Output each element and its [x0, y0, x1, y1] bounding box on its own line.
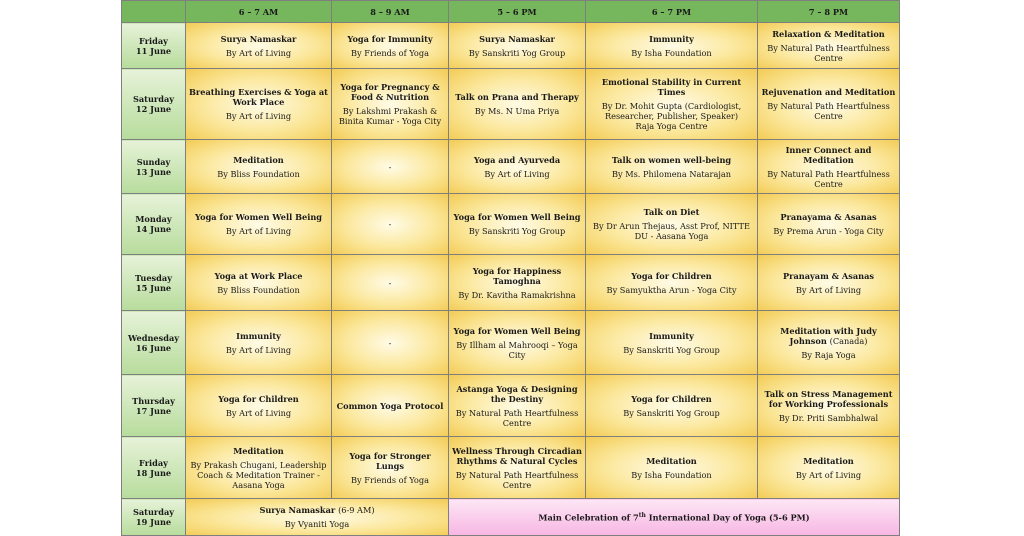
session-cell: [332, 140, 449, 194]
session-by: By Natural Path Heartfulness Centre: [455, 469, 579, 490]
day-date: 14 June: [135, 224, 172, 234]
session-by: By Art of Living: [225, 344, 292, 355]
session-cell: [186, 311, 332, 375]
session-by: By Ms. Philomena Natarajan: [611, 168, 732, 179]
session-title: Meditation: [233, 154, 284, 165]
celebration-text: Main Celebration of 7: [538, 512, 639, 523]
session-by: By Dr Arun Thejaus, Asst Prof, NITTE DU - Aasana Yoga: [593, 221, 750, 241]
session-title: Astanga Yoga & Designing the Destiny: [456, 383, 578, 404]
session-cell: [186, 194, 332, 255]
session-by: By Art of Living: [225, 226, 292, 236]
session-cell: [332, 69, 449, 140]
session-by: By Bliss Foundation: [217, 284, 300, 295]
session-title: Wellness Through Circadian Rhythms & Natural Cycles: [452, 445, 582, 466]
session-cell: [758, 311, 900, 375]
session-by: By Natural Path Heartfulness Centre: [767, 42, 890, 63]
session-by: By Isha Foundation: [631, 469, 712, 480]
corner-cell: [122, 1, 186, 23]
session-by: By Sanskriti Yog Group: [623, 344, 720, 355]
day-cell: [122, 499, 186, 536]
day-cell: [122, 437, 186, 499]
session-by: By Friends of Yoga: [351, 474, 429, 485]
day-cell: [122, 255, 186, 311]
day-name: Saturday: [132, 507, 175, 517]
session-cell: [186, 437, 332, 499]
session-cell: [758, 375, 900, 437]
session-title: Pranayama & Asanas: [780, 212, 877, 222]
session-title: Talk on women well-being: [611, 154, 732, 165]
day-date: 17 June: [135, 405, 172, 416]
session-by: By Bliss Foundation: [217, 168, 300, 179]
time-header: 8 – 9 AM: [332, 1, 449, 23]
session-cell: [449, 311, 586, 375]
time-header: 6 – 7 AM: [186, 1, 332, 23]
session-cell: [758, 194, 900, 255]
schedule-row: [122, 311, 900, 375]
session-cell: [332, 437, 449, 499]
day-name: Friday: [139, 35, 168, 46]
session-title: Yoga for Pregnancy & Food & Nutrition: [340, 82, 440, 102]
session-empty: -: [388, 161, 392, 172]
schedule-row: [122, 69, 900, 140]
time-header: 7 – 8 PM: [758, 1, 900, 23]
session-cell: [186, 69, 332, 140]
session-cell: [758, 437, 900, 499]
day-cell: [122, 311, 186, 375]
day-date: 16 June: [135, 342, 172, 353]
day-date: 15 June: [135, 282, 172, 293]
session-by: By Illham al Mahrooqi – Yoga City: [456, 339, 578, 360]
session-by: By Vyaniti Yoga: [284, 519, 350, 529]
time-header: 5 – 6 PM: [449, 1, 586, 23]
session-cell: [332, 311, 449, 375]
schedule-row: [122, 437, 900, 499]
session-cell: [332, 255, 449, 311]
session-title: Meditation: [803, 455, 854, 466]
session-title: Meditation: [233, 445, 284, 456]
schedule-row: [122, 375, 900, 437]
session-title: Surya Namaskar: [220, 33, 297, 44]
session-cell: [332, 194, 449, 255]
session-title: Yoga for Stronger Lungs: [349, 450, 431, 471]
day-cell: [122, 140, 186, 194]
main-celebration-banner: [449, 499, 900, 536]
day-cell: [122, 194, 186, 255]
session-organization: Raja Yoga Centre: [635, 121, 708, 131]
session-title: Emotional Stability in Current Times: [601, 77, 742, 97]
session-title: Rejuvenation and Meditation: [761, 87, 896, 97]
session-cell: [186, 140, 332, 194]
session-by: By Natural Path Heartfulness Centre: [767, 168, 890, 189]
session-cell: [186, 255, 332, 311]
session-title: [189, 505, 445, 515]
session-time-note: (6-9 AM): [338, 505, 375, 515]
session-by: By Dr. Kavitha Ramakrishna: [458, 289, 576, 300]
session-cell: [449, 140, 586, 194]
yoga-schedule-table: [121, 0, 900, 536]
session-cell: [449, 255, 586, 311]
session-title: Immunity: [236, 330, 281, 341]
session-cell: [586, 140, 758, 194]
session-cell: [586, 311, 758, 375]
session-cell: [332, 23, 449, 69]
day-name: Monday: [135, 214, 172, 224]
schedule-row-final: [122, 499, 900, 536]
session-title: Yoga at Work Place: [214, 270, 303, 281]
session-cell: [449, 194, 586, 255]
celebration-ordinal: th: [638, 511, 646, 519]
day-date: 13 June: [135, 166, 172, 177]
session-title-text: Meditation with Judy Johnson: [780, 325, 877, 346]
session-by: By Friends of Yoga: [351, 47, 429, 58]
session-by: By Art of Living: [795, 284, 862, 295]
time-header: 6 – 7 PM: [586, 1, 758, 23]
session-empty: -: [388, 277, 392, 288]
session-title: Pranayam & Asanas: [783, 270, 874, 281]
session-cell: [586, 23, 758, 69]
session-by: By Art of Living: [225, 111, 292, 121]
session-by: By Lakshmi Prakash & Binita Kumar - Yoga City: [338, 106, 442, 126]
session-cell: [586, 255, 758, 311]
session-title: Surya Namaskar: [479, 33, 555, 44]
session-cell: [186, 375, 332, 437]
session-by: By Art of Living: [795, 469, 862, 480]
session-by: By Art of Living: [225, 407, 292, 418]
session-title: Talk on Prana and Therapy: [455, 92, 579, 102]
session-title: Yoga for Women Well Being: [453, 212, 581, 222]
session-by: By Raja Yoga: [801, 349, 856, 360]
day-name: Friday: [139, 457, 168, 468]
session-cell: [186, 23, 332, 69]
session-by: By Samyuktha Arun - Yoga City: [606, 284, 737, 295]
session-title: Yoga for Women Well Being: [453, 325, 581, 336]
session-by: By Prema Arun - Yoga City: [773, 226, 884, 236]
session-title: Talk on Stress Management for Working Professionals: [764, 388, 893, 409]
session-by: By Art of Living: [225, 47, 292, 58]
session-empty: -: [388, 219, 392, 229]
session-title: [761, 326, 896, 346]
session-title: Yoga for Children: [218, 393, 299, 404]
schedule-row: [122, 194, 900, 255]
schedule-row: [122, 255, 900, 311]
schedule-row: [122, 23, 900, 69]
session-title: Immunity: [649, 33, 694, 44]
day-name: Thursday: [132, 395, 175, 406]
day-name: Saturday: [132, 94, 175, 104]
session-by: By Dr. Mohit Gupta (Cardiologist, Researcher, Publisher, Speaker): [601, 101, 742, 121]
session-by: By Sanskriti Yog Group: [468, 226, 566, 236]
day-cell: [122, 69, 186, 140]
session-by: By Sanskriti Yog Group: [623, 407, 720, 418]
session-by: By Isha Foundation: [631, 47, 712, 58]
session-cell: [758, 23, 900, 69]
session-cell: [586, 194, 758, 255]
day-name: Sunday: [136, 156, 171, 167]
session-empty: -: [388, 337, 392, 348]
session-cell: [758, 69, 900, 140]
day-date: 11 June: [135, 45, 172, 56]
session-cell: [449, 69, 586, 140]
session-by: By Natural Path Heartfulness Centre: [767, 101, 890, 121]
session-title: Common Yoga Protocol: [336, 400, 444, 411]
session-title: Inner Connect and Meditation: [785, 144, 872, 165]
schedule-row: [122, 140, 900, 194]
session-title: Yoga for Children: [631, 270, 712, 281]
session-by: By Art of Living: [484, 168, 550, 179]
session-title: Yoga and Ayurveda: [473, 154, 561, 165]
session-title-note: (Canada): [829, 335, 868, 346]
day-name: Tuesday: [135, 272, 172, 283]
session-cell: [449, 437, 586, 499]
session-title: Yoga for Children: [631, 393, 712, 404]
session-by: By Sanskriti Yog Group: [468, 47, 566, 58]
session-by: By Ms. N Uma Priya: [474, 106, 560, 116]
session-cell: [758, 255, 900, 311]
session-by: By Natural Path Heartfulness Centre: [455, 407, 579, 428]
session-title: Talk on Diet: [643, 207, 700, 217]
session-title: Yoga for Immunity: [347, 33, 433, 44]
session-title: Immunity: [649, 330, 694, 341]
session-by: By Prakash Chugani, Leadership Coach & Meditation Trainer - Aasana Yoga: [190, 459, 327, 490]
session-cell: [449, 375, 586, 437]
day-date: 12 June: [135, 104, 172, 114]
day-name: Wednesday: [127, 332, 180, 343]
session-title: Yoga for Happiness Tamoghna: [472, 265, 562, 286]
day-date: 18 June: [135, 467, 172, 478]
header-row: [122, 1, 900, 23]
session-cell: [332, 375, 449, 437]
session-cell: [586, 69, 758, 140]
session-cell: [758, 140, 900, 194]
session-by: By Dr. Priti Sambhalwal: [778, 412, 879, 423]
session-cell: [449, 23, 586, 69]
celebration-text-rest: International Day of Yoga (5-6 PM): [645, 512, 810, 523]
session-title-text: Surya Namaskar: [259, 505, 336, 515]
day-date: 19 June: [135, 517, 172, 527]
session-title: Meditation: [646, 455, 697, 466]
session-cell: [586, 437, 758, 499]
session-cell-merged: [186, 499, 449, 536]
session-title: Yoga for Women Well Being: [194, 212, 322, 222]
session-title: Relaxation & Meditation: [772, 28, 885, 39]
session-title: Breathing Exercises & Yoga at Work Place: [189, 87, 328, 107]
day-cell: [122, 375, 186, 437]
day-cell: [122, 23, 186, 69]
session-cell: [586, 375, 758, 437]
